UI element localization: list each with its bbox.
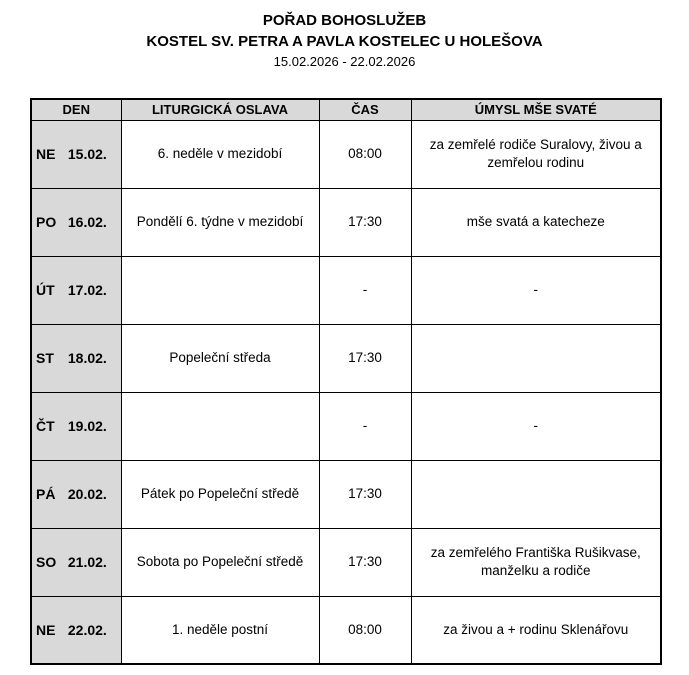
day-abbrev: ČT (36, 418, 55, 434)
table-row (31, 528, 661, 596)
day-abbrev: PÁ (36, 486, 56, 502)
day-date: 15.02. (67, 146, 107, 162)
day-cell (31, 596, 121, 664)
table-row (31, 460, 661, 528)
time-cell: 08:00 (319, 120, 411, 188)
day-date: 19.02. (67, 418, 107, 434)
celebration-cell (121, 256, 319, 324)
day-cell (31, 120, 121, 188)
day-cell (31, 528, 121, 596)
intention-cell: za zemřelé rodiče Suralovy, živou a zemřelou rodinu (411, 120, 661, 188)
intention-cell (411, 460, 661, 528)
intention-cell: za zemřelého Františka Rušikvase, manželku a rodiče (411, 528, 661, 596)
day-abbrev: ÚT (36, 282, 55, 298)
celebration-cell (121, 392, 319, 460)
day-cell (31, 256, 121, 324)
day-date: 21.02. (67, 554, 107, 570)
celebration-cell: 6. neděle v mezidobí (121, 120, 319, 188)
time-cell: - (319, 392, 411, 460)
day-abbrev: ST (36, 350, 54, 366)
date-range: 15.02.2026 - 22.02.2026 (273, 54, 416, 69)
time-cell: - (319, 256, 411, 324)
day-date: 17.02. (67, 282, 107, 298)
intention-cell: - (411, 392, 661, 460)
col-header-den: DEN (31, 99, 121, 120)
time-cell: 17:30 (319, 460, 411, 528)
document-title: POŘAD BOHOSLUŽEB (262, 12, 427, 29)
day-date: 16.02. (67, 214, 107, 230)
col-header-liturgicka-oslava: LITURGICKÁ OSLAVA (121, 99, 319, 120)
day-abbrev: NE (36, 621, 56, 638)
day-cell (31, 392, 121, 460)
time-cell: 17:30 (319, 188, 411, 256)
col-header-cas: ČAS (319, 99, 411, 120)
table-row (31, 392, 661, 460)
day-cell (31, 188, 121, 256)
header-row (31, 99, 661, 120)
time-cell: 17:30 (319, 324, 411, 392)
intention-cell: mše svatá a katecheze (411, 188, 661, 256)
table-row (31, 256, 661, 324)
day-cell (31, 460, 121, 528)
day-date: 18.02. (67, 350, 107, 366)
day-date: 22.02. (67, 621, 107, 638)
church-name: KOSTEL SV. PETRA A PAVLA KOSTELEC U HOLEŠOVA (146, 33, 543, 50)
day-cell (31, 324, 121, 392)
intention-cell: za živou a + rodinu Sklenářovu (411, 596, 661, 664)
time-cell: 08:00 (319, 596, 411, 664)
schedule-table (30, 98, 662, 665)
celebration-cell: Pondělí 6. týdne v mezidobí (121, 188, 319, 256)
day-abbrev: PO (36, 214, 57, 230)
time-cell: 17:30 (319, 528, 411, 596)
document-title-block (0, 0, 689, 72)
celebration-cell: Popeleční středa (121, 324, 319, 392)
table-row (31, 120, 661, 188)
celebration-cell: 1. neděle postní (121, 596, 319, 664)
table-row (31, 324, 661, 392)
table-row (31, 596, 661, 664)
intention-cell: - (411, 256, 661, 324)
day-abbrev: NE (36, 146, 56, 162)
intention-cell (411, 324, 661, 392)
day-abbrev: SO (36, 554, 57, 570)
day-date: 20.02. (67, 486, 107, 502)
table-row (31, 188, 661, 256)
celebration-cell: Pátek po Popeleční středě (121, 460, 319, 528)
celebration-cell: Sobota po Popeleční středě (121, 528, 319, 596)
col-header-umysl-mse-svate: ÚMYSL MŠE SVATÉ (411, 99, 661, 120)
